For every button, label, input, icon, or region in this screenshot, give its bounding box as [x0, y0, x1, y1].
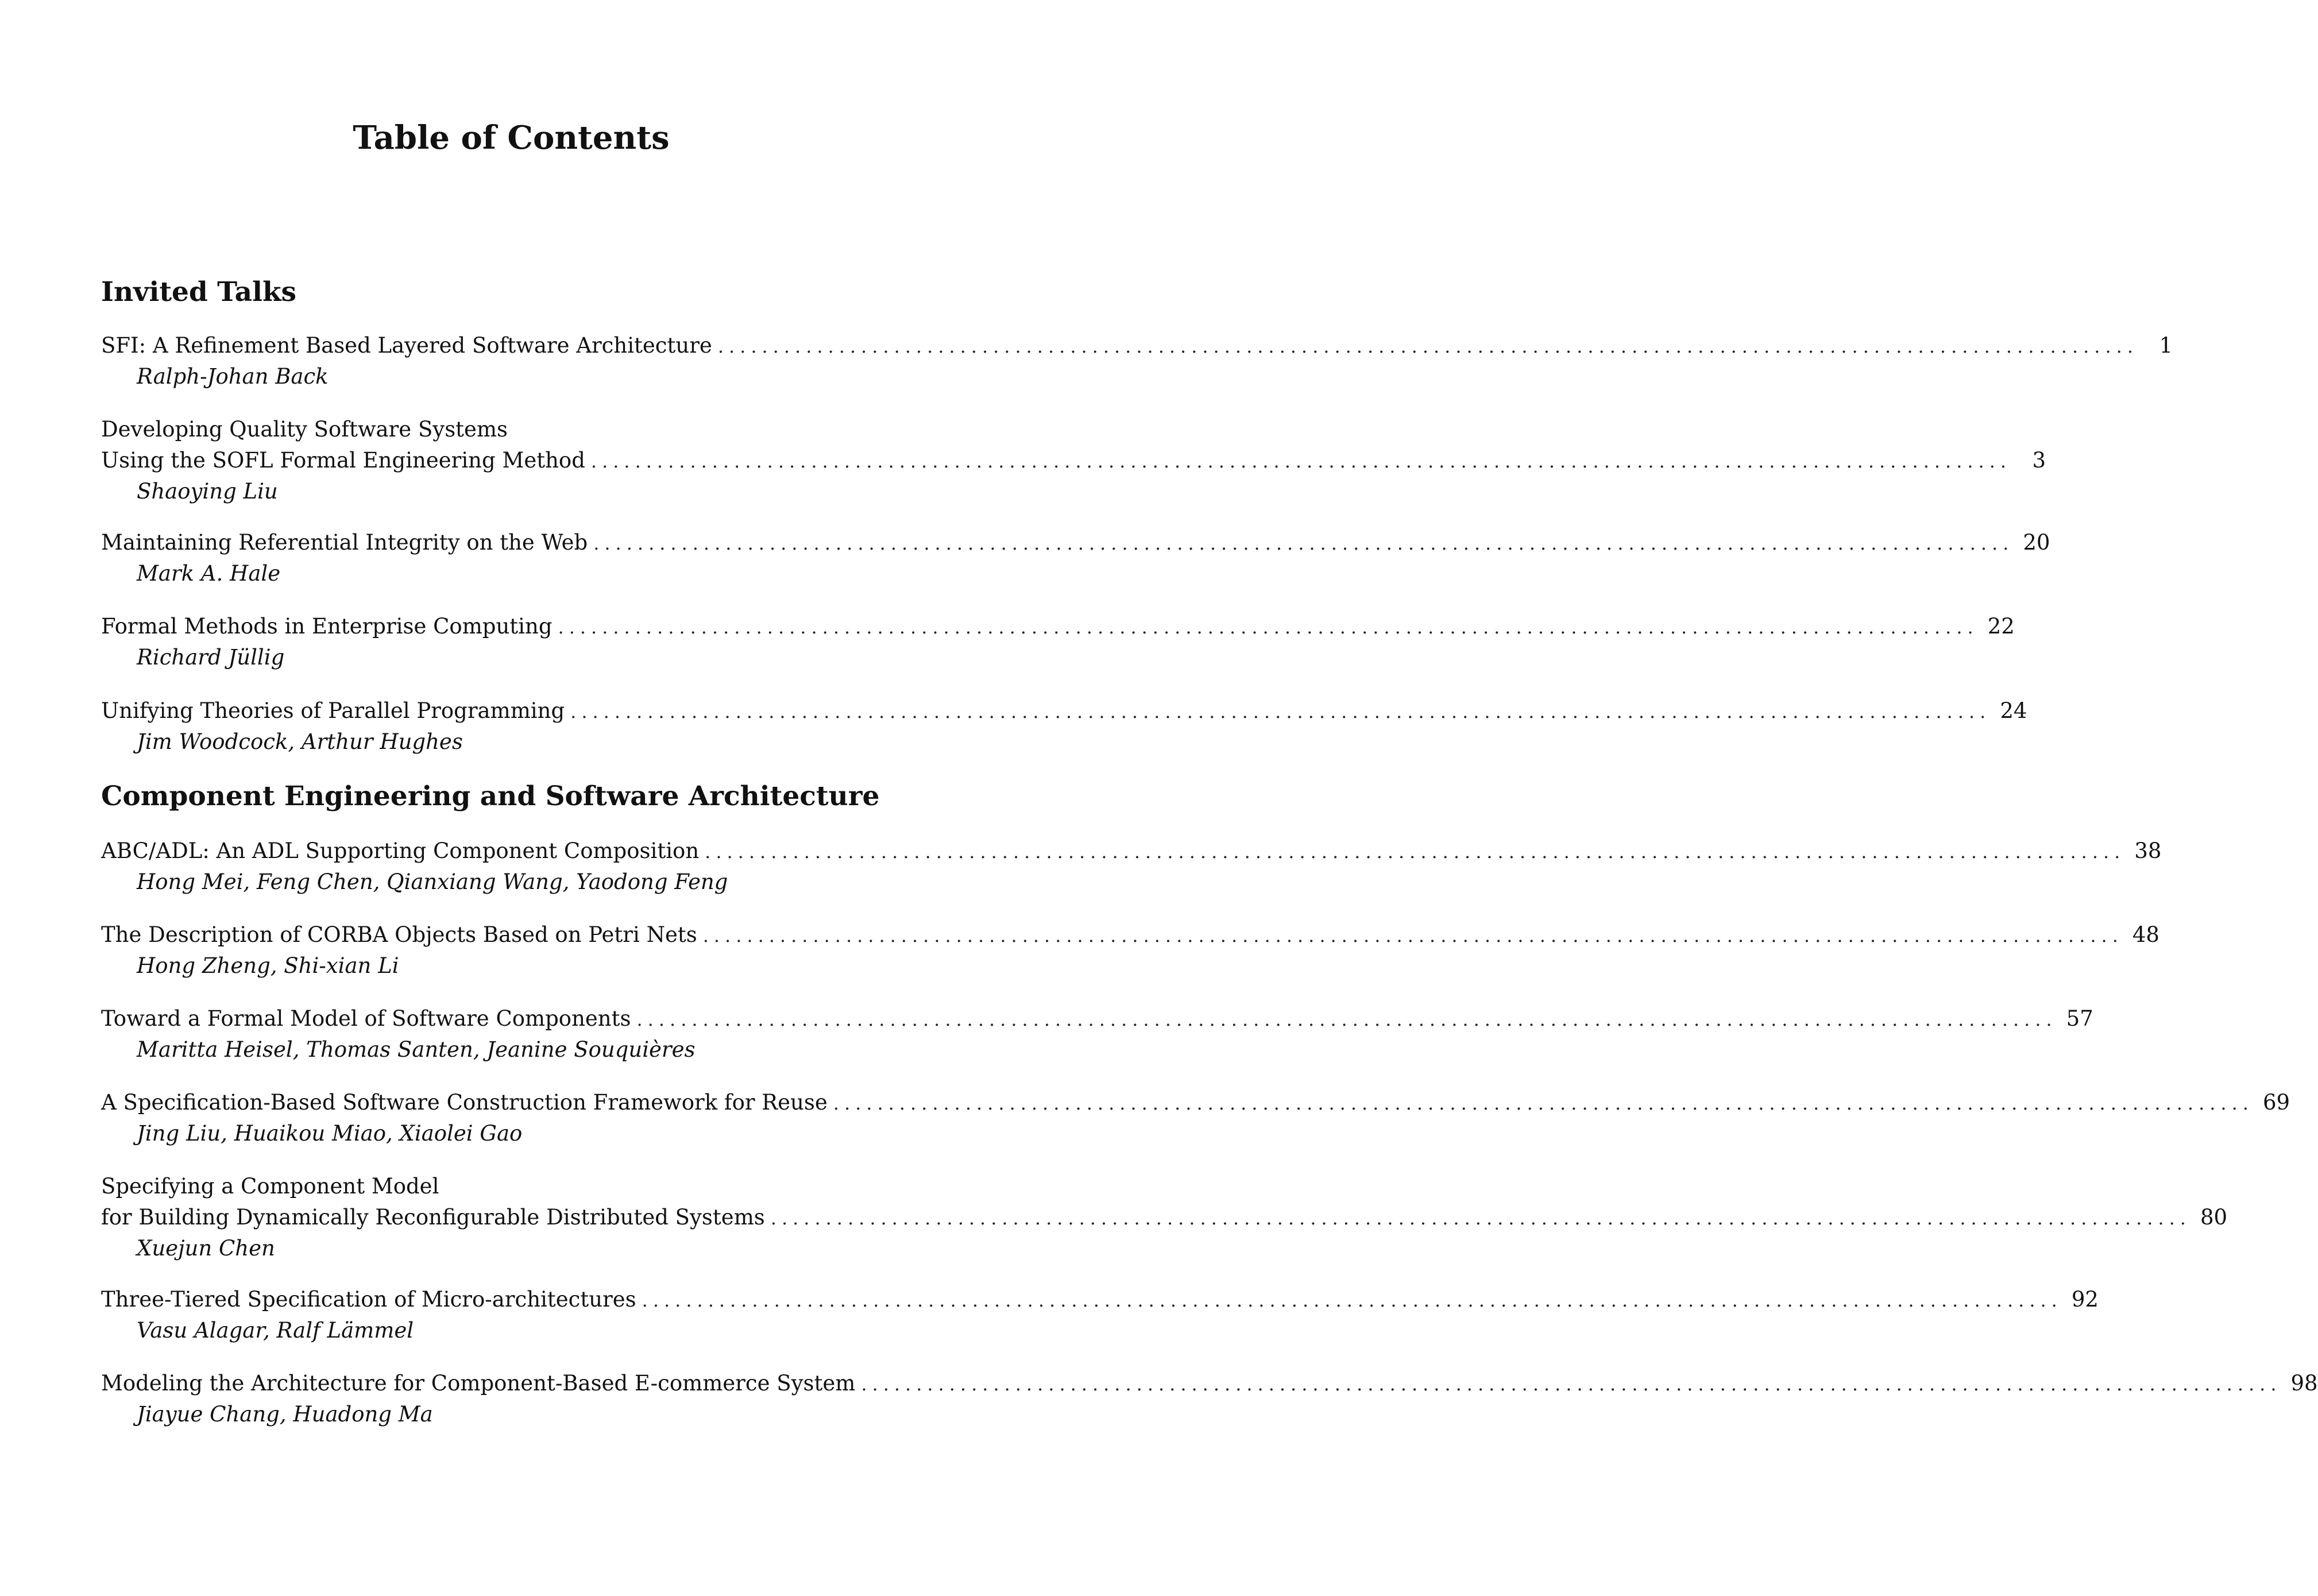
entry-title: Formal Methods in Enterprise Computing [101, 614, 553, 639]
page-number: 80 [2200, 1205, 2228, 1230]
toc-entry[interactable] [101, 1087, 2290, 1149]
entry-title: Using the SOFL Formal Engineering Method [101, 448, 585, 473]
entry-authors: Ralph-Johan Back [137, 364, 329, 389]
dot-leader: ................................................................................................................................. [590, 450, 2012, 472]
dot-leader: ................................................................................................................................. [558, 616, 1979, 638]
entry-title: for Building Dynamically Reconfigurable Distributed Systems [101, 1205, 765, 1230]
page-number: 92 [2071, 1287, 2099, 1312]
entry-title: The Description of CORBA Objects Based on Petri Nets [101, 922, 697, 947]
page-number: 38 [2134, 838, 2162, 863]
page-title: Table of Contents [353, 119, 670, 157]
entry-authors: Jim Woodcock, Arthur Hughes [137, 729, 463, 754]
dot-leader: ................................................................................................................................. [593, 532, 2014, 554]
entry-title: Three-Tiered Specification of Micro-architectures [101, 1287, 636, 1312]
toc-entry[interactable] [101, 1003, 2093, 1065]
toc-page [101, 0, 2318, 1596]
entry-authors: Richard Jüllig [137, 645, 285, 670]
page-number: 3 [2032, 448, 2046, 473]
entry-authors: Jiayue Chang, Huadong Ma [137, 1402, 433, 1427]
toc-entry[interactable] [101, 1171, 2228, 1264]
dot-leader: ................................................................................................................................. [642, 1289, 2062, 1311]
toc-entry[interactable] [101, 611, 2015, 673]
dot-leader: ................................................................................................................................. [833, 1092, 2254, 1114]
entry-authors: Jing Liu, Huaikou Miao, Xiaolei Gao [137, 1121, 523, 1146]
toc-entry[interactable] [101, 1368, 2318, 1430]
entry-authors: Maritta Heisel, Thomas Santen, Jeanine Souquières [137, 1037, 696, 1062]
toc-entry[interactable] [101, 836, 2162, 898]
dot-leader: ................................................................................................................................. [570, 701, 1991, 722]
page-number: 1 [2159, 333, 2173, 358]
entry-title: A Specification-Based Software Construction Framework for Reuse [101, 1090, 828, 1115]
dot-leader: ................................................................................................................................. [717, 335, 2138, 357]
entry-authors: Mark A. Hale [137, 561, 281, 586]
dot-leader: ................................................................................................................................. [636, 1008, 2057, 1030]
dot-leader: ................................................................................................................................. [861, 1373, 2282, 1395]
page-number: 69 [2262, 1090, 2290, 1115]
dot-leader: ................................................................................................................................. [770, 1207, 2191, 1229]
dot-leader: ................................................................................................................................. [705, 841, 2126, 863]
section-heading: Invited Talks [101, 276, 296, 308]
section-heading: Component Engineering and Software Architecture [101, 780, 880, 812]
toc-entry[interactable] [101, 527, 2050, 589]
entry-authors: Xuejun Chen [137, 1236, 275, 1261]
page-number: 98 [2290, 1371, 2318, 1396]
entry-title: Toward a Formal Model of Software Components [101, 1006, 631, 1031]
entry-title: Specifying a Component Model [101, 1174, 439, 1199]
entry-title: Maintaining Referential Integrity on the Web [101, 530, 588, 555]
entry-authors: Shaoying Liu [137, 479, 278, 504]
entry-title: SFI: A Refinement Based Layered Software Architecture [101, 333, 712, 358]
toc-entry[interactable] [101, 330, 2173, 392]
entry-title: ABC/ADL: An ADL Supporting Component Composition [101, 838, 700, 863]
entry-title: Unifying Theories of Parallel Programming [101, 698, 565, 723]
entry-authors: Vasu Alagar, Ralf Lämmel [137, 1318, 414, 1343]
page-number: 22 [1987, 614, 2015, 639]
page-number: 48 [2132, 922, 2159, 947]
toc-entry[interactable] [101, 1284, 2099, 1346]
dot-leader: ................................................................................................................................. [702, 925, 2123, 946]
toc-entry[interactable] [101, 695, 2027, 758]
page-number: 57 [2066, 1006, 2093, 1031]
entry-authors: Hong Mei, Feng Chen, Qianxiang Wang, Yaodong Feng [137, 870, 728, 894]
page-number: 20 [2023, 530, 2050, 555]
page-number: 24 [2000, 698, 2027, 723]
entry-title: Modeling the Architecture for Component-Based E-commerce System [101, 1371, 856, 1396]
entry-authors: Hong Zheng, Shi-xian Li [137, 953, 399, 978]
toc-entry[interactable] [101, 414, 2046, 507]
entry-title: Developing Quality Software Systems [101, 417, 508, 442]
toc-entry[interactable] [101, 919, 2159, 981]
